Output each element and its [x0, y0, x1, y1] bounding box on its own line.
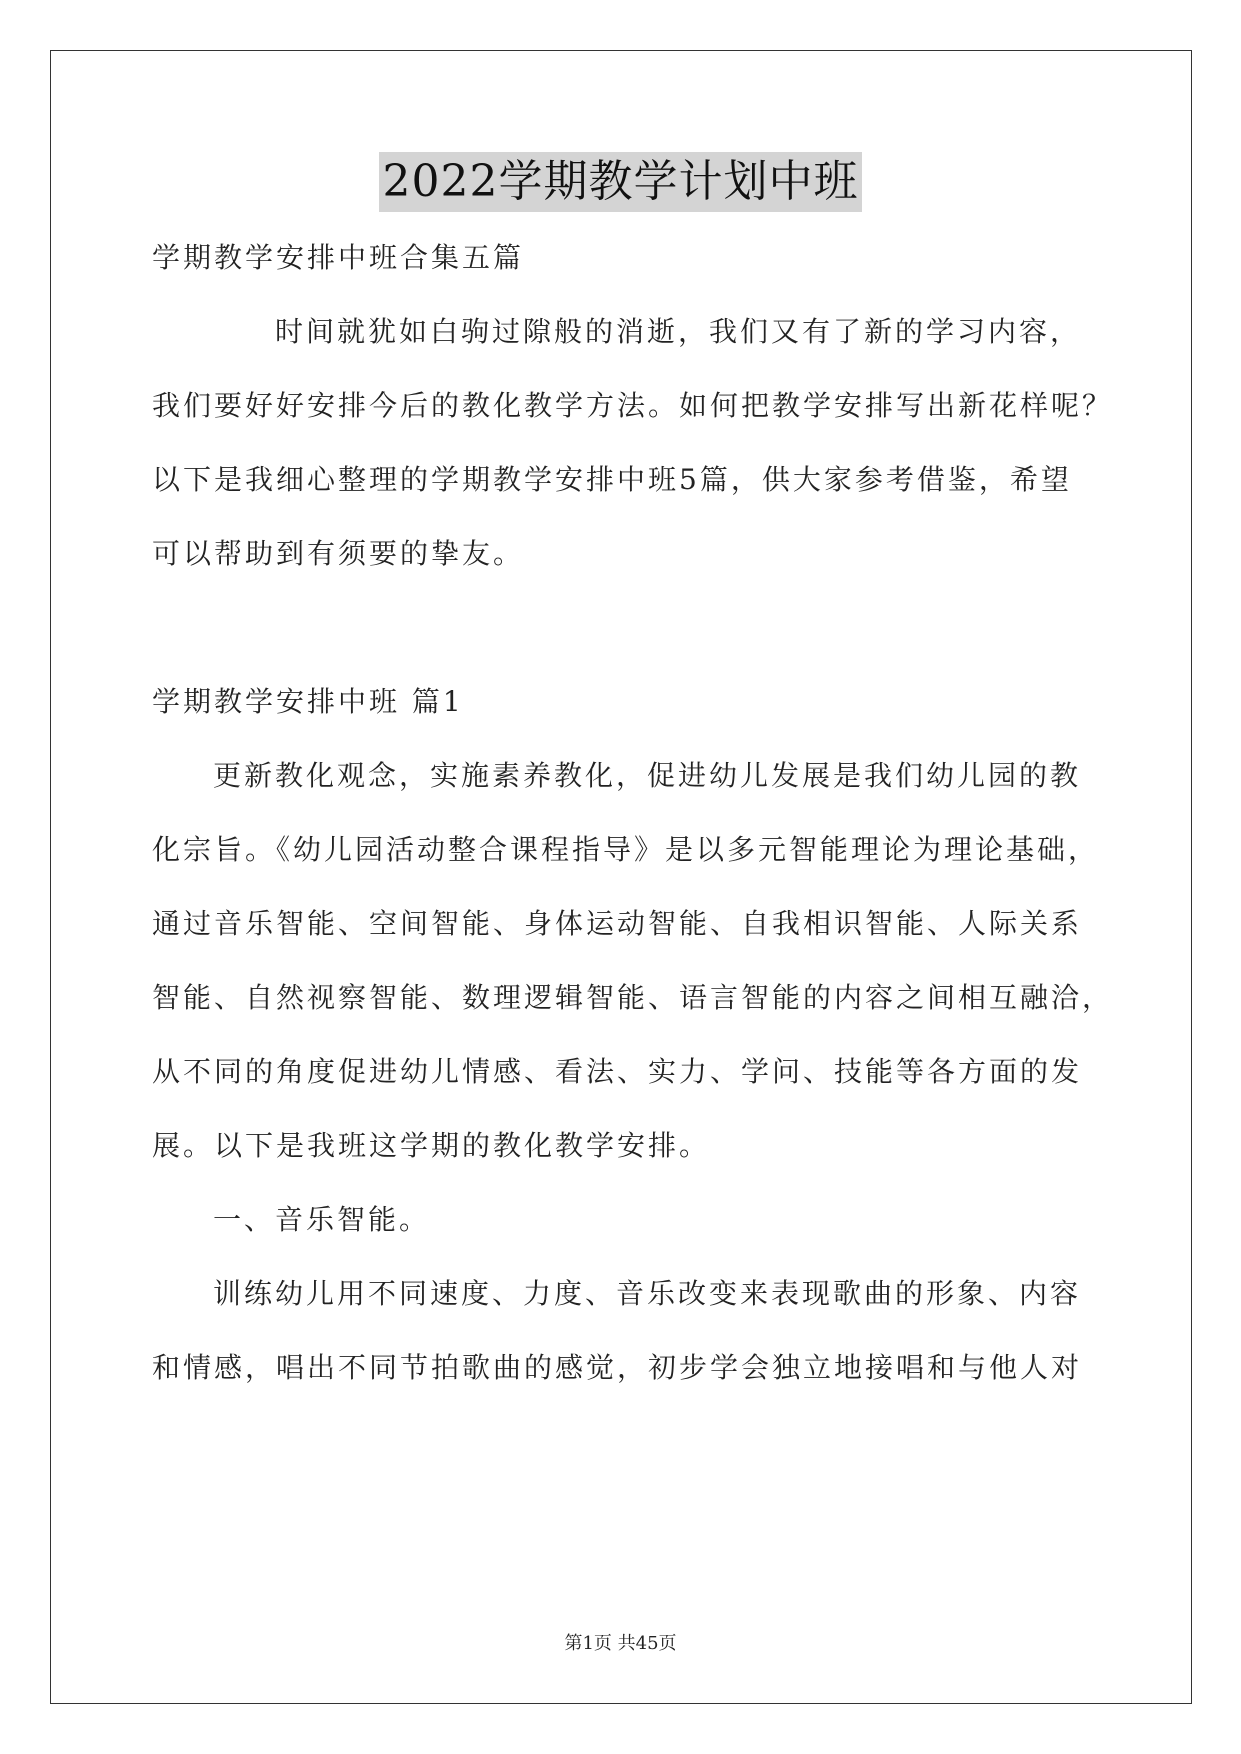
section-heading: 学期教学安排中班 篇1: [152, 685, 464, 718]
item-heading: 一、音乐智能。: [213, 1203, 431, 1236]
intro-line-4: 可以帮助到有须要的挚友。: [152, 537, 525, 570]
item-line-1: 训练幼儿用不同速度、力度、音乐改变来表现歌曲的形象、内容: [213, 1277, 1082, 1310]
intro-line-3: 以下是我细心整理的学期教学安排中班5篇，供大家参考借鉴，希望: [152, 463, 1072, 496]
section-line-4: 智能、自然视察智能、数理逻辑智能、语言智能的内容之间相互融洽，: [152, 981, 1114, 1014]
section-line-5: 从不同的角度促进幼儿情感、看法、实力、学问、技能等各方面的发: [152, 1055, 1083, 1088]
document-title: 2022学期教学计划中班: [379, 152, 863, 212]
intro-line-2: 我们要好好安排今后的教化教学方法。如何把教学安排写出新花样呢？: [152, 389, 1114, 422]
section-line-2: 化宗旨。《幼儿园活动整合课程指导》是以多元智能理论为理论基础，: [152, 833, 1100, 866]
page-border: [50, 50, 1192, 1704]
page-footer: 第1页 共45页: [564, 1633, 677, 1654]
item-line-2: 和情感，唱出不同节拍歌曲的感觉，初步学会独立地接唱和与他人对: [152, 1351, 1083, 1384]
title-container: [0, 152, 1241, 212]
intro-line-1: 时间就犹如白驹过隙般的消逝，我们又有了新的学习内容，: [275, 315, 1082, 348]
section-line-3: 通过音乐智能、空间智能、身体运动智能、自我相识智能、人际关系: [152, 907, 1083, 940]
section-line-1: 更新教化观念，实施素养教化，促进幼儿发展是我们幼儿园的教: [213, 759, 1082, 792]
document-subtitle: 学期教学安排中班合集五篇: [152, 241, 525, 274]
section-line-6: 展。以下是我班这学期的教化教学安排。: [152, 1129, 711, 1162]
